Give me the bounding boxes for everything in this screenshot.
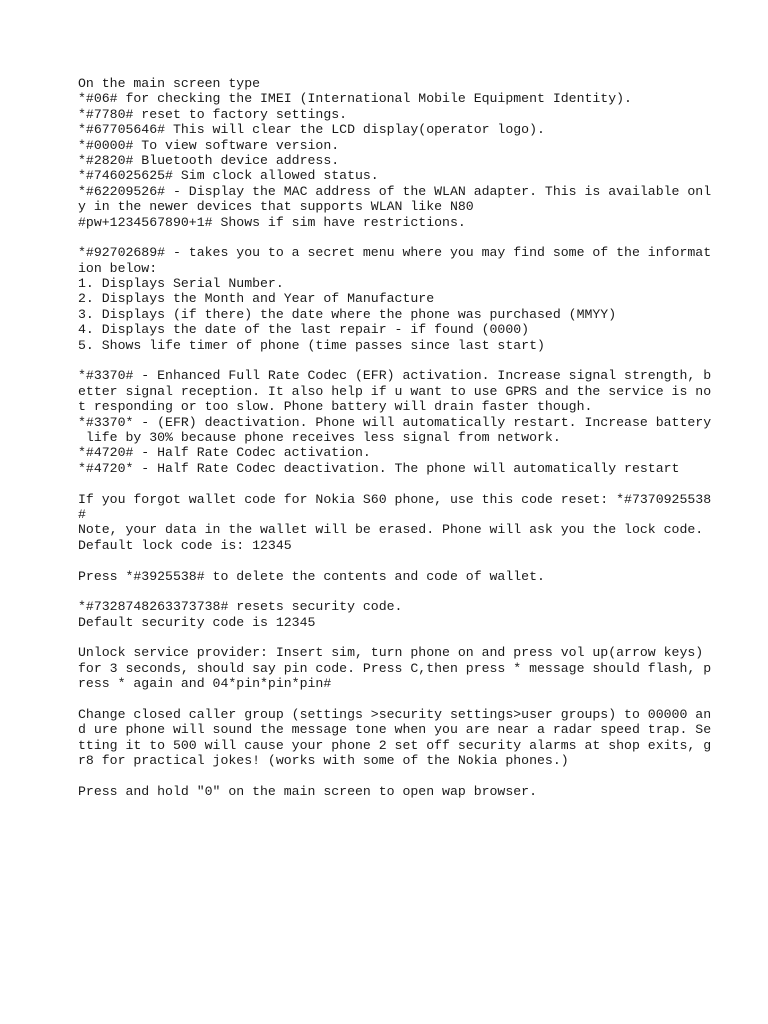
paragraph-gap <box>78 230 698 245</box>
text-line: # <box>78 506 86 522</box>
text-line: 4. Displays the date of the last repair - if found (0000) <box>78 322 530 338</box>
text-line: Press and hold "0" on the main screen to open wap browser. <box>78 783 537 799</box>
paragraph <box>78 784 698 799</box>
text-line: *#2820# Bluetooth device address. <box>78 152 340 168</box>
text-line: *#3370* - (EFR) deactivation. Phone will automatically restart. Increase battery <box>78 414 712 430</box>
paragraph <box>78 368 712 476</box>
text-line: *#92702689# - takes you to a secret menu where you may find some of the informat <box>78 245 712 261</box>
paragraph <box>78 569 698 584</box>
text-line: *#7328748263373738# resets security code. <box>78 599 403 615</box>
text-line: tting it to 500 will cause your phone 2 set off security alarms at shop exits, g <box>78 737 712 753</box>
text-line: *#4720# - Half Rate Codec activation. <box>78 445 371 461</box>
text-line: Default lock code is: 12345 <box>78 537 292 553</box>
paragraph-gap <box>78 692 698 707</box>
text-line: 2. Displays the Month and Year of Manufacture <box>78 291 435 307</box>
text-line: *#06# for checking the IMEI (International Mobile Equipment Identity). <box>78 91 632 107</box>
text-line: d ure phone will sound the message tone when you are near a radar speed trap. Se <box>78 722 712 738</box>
paragraph-gap <box>78 630 698 645</box>
text-line: 3. Displays (if there) the date where the phone was purchased (MMYY) <box>78 306 617 322</box>
paragraph-gap <box>78 553 698 568</box>
document-text <box>78 76 712 799</box>
paragraph <box>78 76 712 230</box>
text-line: ress * again and 04*pin*pin*pin# <box>78 676 332 692</box>
paragraph-gap <box>78 584 698 599</box>
text-line: #pw+1234567890+1# Shows if sim have restrictions. <box>78 214 466 230</box>
paragraph <box>78 645 712 692</box>
text-line: for 3 seconds, should say pin code. Press C,then press * message should flash, p <box>78 660 712 676</box>
paragraph-gap <box>78 476 698 491</box>
text-line: t responding or too slow. Phone battery will drain faster though. <box>78 399 593 415</box>
text-line: ion below: <box>78 260 158 276</box>
text-line: Change closed caller group (settings >security settings>user groups) to 00000 an <box>78 707 712 723</box>
text-line: On the main screen type <box>78 76 261 91</box>
paragraph-gap <box>78 769 698 784</box>
text-line: etter signal reception. It also help if u want to use GPRS and the service is no <box>78 383 712 399</box>
paragraph <box>78 491 712 554</box>
text-line: 1. Displays Serial Number. <box>78 276 284 292</box>
paragraph <box>78 245 712 353</box>
paragraph <box>78 707 712 769</box>
text-line: Press *#3925538# to delete the contents and code of wallet. <box>78 568 545 584</box>
paragraph-gap <box>78 353 698 368</box>
text-line: y in the newer devices that supports WLAN like N80 <box>78 199 474 215</box>
text-line: Note, your data in the wallet will be erased. Phone will ask you the lock code. <box>78 522 704 538</box>
text-line: *#0000# To view software version. <box>78 137 340 153</box>
text-line: *#67705646# This will clear the LCD display(operator logo). <box>78 122 545 138</box>
text-line: *#746025625# Sim clock allowed status. <box>78 168 379 184</box>
text-line: Default security code is 12345 <box>78 614 316 630</box>
text-line: 5. Shows life timer of phone (time passes since last start) <box>78 337 545 353</box>
text-line: life by 30% because phone receives less signal from network. <box>78 429 561 445</box>
text-line: *#7780# reset to factory settings. <box>78 106 348 122</box>
text-line: *#3370# - Enhanced Full Rate Codec (EFR) activation. Increase signal strength, b <box>78 368 712 384</box>
text-line: *#62209526# - Display the MAC address of the WLAN adapter. This is available onl <box>78 183 712 199</box>
text-line: If you forgot wallet code for Nokia S60 phone, use this code reset: *#7370925538 <box>78 491 712 507</box>
text-line: *#4720* - Half Rate Codec deactivation. The phone will automatically restart <box>78 460 680 476</box>
paragraph <box>78 599 698 630</box>
text-line: r8 for practical jokes! (works with some of the Nokia phones.) <box>78 753 569 769</box>
text-line: Unlock service provider: Insert sim, turn phone on and press vol up(arrow keys) <box>78 645 704 661</box>
